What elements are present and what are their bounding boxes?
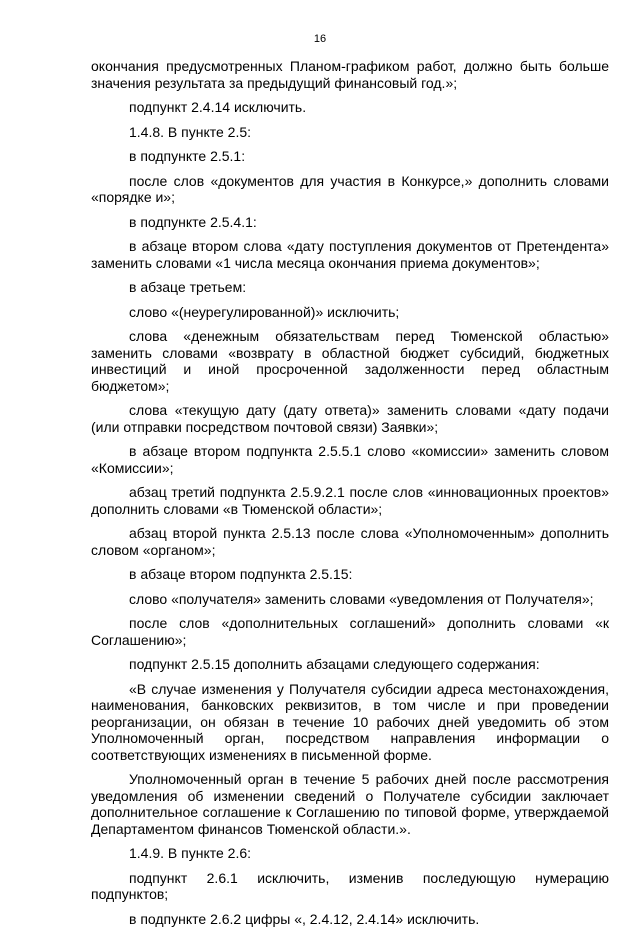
paragraph: подпункт 2.4.14 исключить.: [129, 99, 307, 115]
paragraph: абзац второй пункта 2.5.13 после слова «Уполномоченным» дополнить словом «органом»;: [91, 525, 609, 558]
paragraph: в абзаце втором подпункта 2.5.15:: [129, 566, 353, 582]
paragraph: подпункт 2.6.1 исключить, изменив последующую нумерацию подпунктов;: [91, 869, 609, 902]
paragraph: слова «денежным обязательствам перед Тюменской областью» заменить словами «возврату в областной бюджет субсидий, бюджетных инвестиций и иной просроченной задолженности перед областным бюджетом»;: [91, 328, 609, 394]
paragraph: в абзаце третьем:: [129, 279, 247, 295]
paragraph: в подпункте 2.5.4.1:: [129, 213, 257, 230]
paragraph: слова «текущую дату (дату ответа)» заменить словами «дату подачи (или отправки посредством почтовой связи) Заявки»;: [91, 402, 609, 435]
document-body: [91, 58, 609, 935]
paragraph: 1.4.9. В пункте 2.6:: [129, 845, 252, 861]
paragraph: в подпункте 2.6.2 цифры «, 2.4.12, 2.4.14» исключить.: [129, 910, 480, 927]
paragraph: в абзаце втором подпункта 2.5.5.1 слово «комиссии» заменить словом «Комиссии»;: [91, 443, 609, 476]
paragraph: после слов «документов для участия в Конкурсе,» дополнить словами «порядке и»;: [91, 172, 609, 205]
paragraph: слово «(неурегулированной)» исключить;: [129, 303, 400, 320]
paragraph: после слов «дополнительных соглашений» дополнить словами «к Соглашению»;: [91, 615, 609, 648]
paragraph: в подпункте 2.5.1:: [129, 148, 246, 164]
paragraph: «В случае изменения у Получателя субсидии адреса местонахождения, наименования, банковских реквизитов, в том числе и при проведении реорганизации, он обязан в течение 10 рабочих дней уведомить об этом Уполномоченный орган, посредством направления информации о соответствующих изменениях в письменной форме.: [91, 680, 609, 763]
page-number: 16: [313, 33, 327, 45]
paragraph: в абзаце втором слова «дату поступления документов от Претендента» заменить словами «1 числа месяца окончания приема документов»;: [91, 238, 609, 271]
paragraph: слово «получателя» заменить словами «уведомления от Получателя»;: [129, 590, 594, 607]
paragraph: окончания предусмотренных Планом-графиком работ, должно быть больше значения результата за предыдущий финансовый год.»;: [91, 58, 609, 91]
paragraph: подпункт 2.5.15 дополнить абзацами следующего содержания:: [129, 656, 540, 672]
paragraph: 1.4.8. В пункте 2.5:: [129, 123, 252, 140]
paragraph: абзац третий подпункта 2.5.9.2.1 после слов «инновационных проектов» дополнить словами «в Тюменской области»;: [91, 484, 609, 517]
paragraph: Уполномоченный орган в течение 5 рабочих дней после рассмотрения уведомления об изменении сведений о Получателе субсидии заключает дополнительное соглашение к Соглашению по типовой форме, утверждаемой Департаментом финансов Тюменской области.».: [91, 771, 609, 837]
